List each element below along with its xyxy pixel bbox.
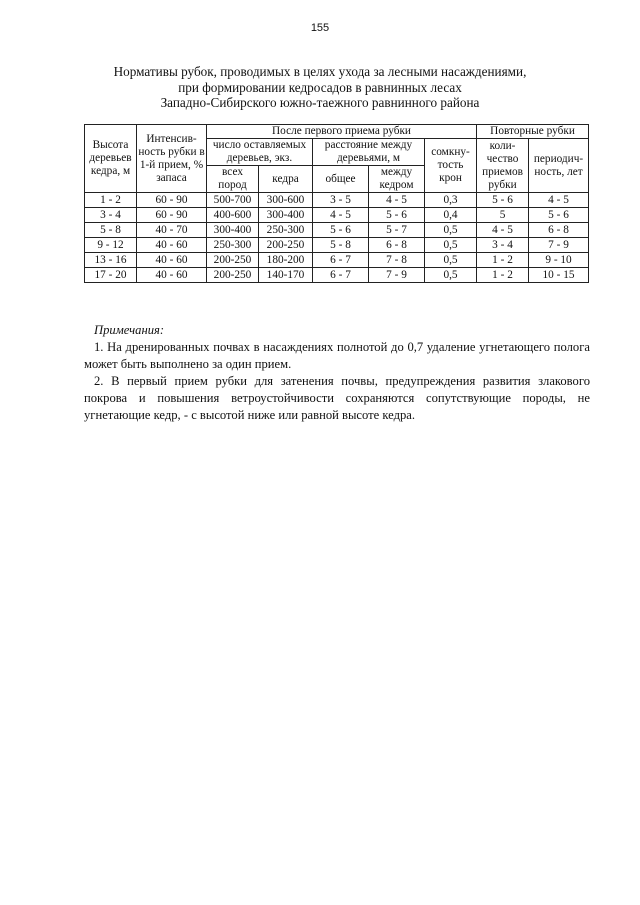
header-cedar: кедра [259, 166, 313, 193]
table-cell: 0,5 [425, 268, 477, 283]
notes-section [84, 322, 590, 424]
table-cell: 0,3 [425, 193, 477, 208]
header-after-first: После первого приема рубки [207, 125, 477, 139]
header-distance-total: общее [313, 166, 369, 193]
table-cell: 180-200 [259, 253, 313, 268]
table-cell: 300-400 [259, 208, 313, 223]
note-item: 2. В первый прием рубки для затенения почвы, предупреждения развития злакового покрова и повышения ветроустойчивости сохраняются сопутствующие породы, не угнетающие кедр, - с высотой ниже или равной высоте кедра. [84, 374, 590, 422]
table-cell: 4 - 5 [477, 223, 529, 238]
table-cell: 60 - 90 [137, 193, 207, 208]
table-cell: 500-700 [207, 193, 259, 208]
table-row [85, 193, 589, 208]
table-cell: 1 - 2 [477, 253, 529, 268]
table-cell: 200-250 [259, 238, 313, 253]
table-row [85, 208, 589, 223]
table-cell: 6 - 7 [313, 253, 369, 268]
table-cell: 5 - 6 [369, 208, 425, 223]
table-cell: 4 - 5 [369, 193, 425, 208]
table-cell: 3 - 5 [313, 193, 369, 208]
table-cell: 9 - 12 [85, 238, 137, 253]
notes-heading: Примечания: [94, 323, 165, 337]
table-cell: 5 - 6 [477, 193, 529, 208]
table-cell: 5 - 6 [313, 223, 369, 238]
table-cell: 1 - 2 [477, 268, 529, 283]
table-cell: 140-170 [259, 268, 313, 283]
header-intensity: Интенсив-ность рубки в 1-й прием, % запаса [137, 125, 207, 193]
title-line: Западно-Сибирского южно-таежного равнинного района [160, 95, 480, 110]
page-number: 155 [310, 22, 330, 34]
table-cell: 7 - 8 [369, 253, 425, 268]
table-cell: 0,4 [425, 208, 477, 223]
header-all-species: всех пород [207, 166, 259, 193]
table-cell: 13 - 16 [85, 253, 137, 268]
table-cell: 0,5 [425, 238, 477, 253]
table-cell: 10 - 15 [529, 268, 589, 283]
table-cell: 7 - 9 [529, 238, 589, 253]
table-cell: 17 - 20 [85, 268, 137, 283]
table-cell: 5 [477, 208, 529, 223]
header-crown: сомкну-тость крон [425, 139, 477, 193]
title-line: при формировании кедросадов в равнинных лесах [178, 79, 462, 95]
table-cell: 250-300 [259, 223, 313, 238]
header-periodicity: периодич-ность, лет [529, 139, 589, 193]
table-cell: 300-600 [259, 193, 313, 208]
table-cell: 0,5 [425, 253, 477, 268]
table-cell: 40 - 60 [137, 238, 207, 253]
table-cell: 40 - 60 [137, 268, 207, 283]
table-cell: 5 - 6 [529, 208, 589, 223]
table-cell: 6 - 8 [369, 238, 425, 253]
table-cell: 60 - 90 [137, 208, 207, 223]
table-cell: 5 - 8 [313, 238, 369, 253]
table-cell: 200-250 [207, 268, 259, 283]
table-cell: 3 - 4 [85, 208, 137, 223]
table-cell: 250-300 [207, 238, 259, 253]
table-cell: 300-400 [207, 223, 259, 238]
table-row [85, 253, 589, 268]
table-cell: 6 - 7 [313, 268, 369, 283]
table-cell: 4 - 5 [529, 193, 589, 208]
table-cell: 40 - 60 [137, 253, 207, 268]
table-row [85, 238, 589, 253]
title-line: Нормативы рубок, проводимых в целях ухода за лесными насаждениями, [113, 64, 527, 79]
document-title [60, 64, 580, 111]
header-repeat-count: коли-чество приемов рубки [477, 139, 529, 193]
table-cell: 6 - 8 [529, 223, 589, 238]
table-cell: 9 - 10 [529, 253, 589, 268]
table-cell: 4 - 5 [313, 208, 369, 223]
table-cell: 400-600 [207, 208, 259, 223]
table-cell: 0,5 [425, 223, 477, 238]
header-distance-cedar: между кедром [369, 166, 425, 193]
table-cell: 40 - 70 [137, 223, 207, 238]
logging-norms-table [84, 124, 589, 283]
header-height: Высота деревьев кедра, м [85, 125, 137, 193]
table-cell: 5 - 7 [369, 223, 425, 238]
table-cell: 7 - 9 [369, 268, 425, 283]
header-repeat: Повторные рубки [477, 125, 589, 139]
header-distance: расстояние между деревьями, м [313, 139, 425, 166]
table-row [85, 268, 589, 283]
table-cell: 3 - 4 [477, 238, 529, 253]
table-row [85, 223, 589, 238]
header-trees-count: число оставляемых деревьев, экз. [207, 139, 313, 166]
note-item: 1. На дренированных почвах в насаждениях полнотой до 0,7 удаление угнетающего полога может быть выполнено за один прием. [84, 340, 590, 371]
table-cell: 1 - 2 [85, 193, 137, 208]
table-cell: 200-250 [207, 253, 259, 268]
table-cell: 5 - 8 [85, 223, 137, 238]
